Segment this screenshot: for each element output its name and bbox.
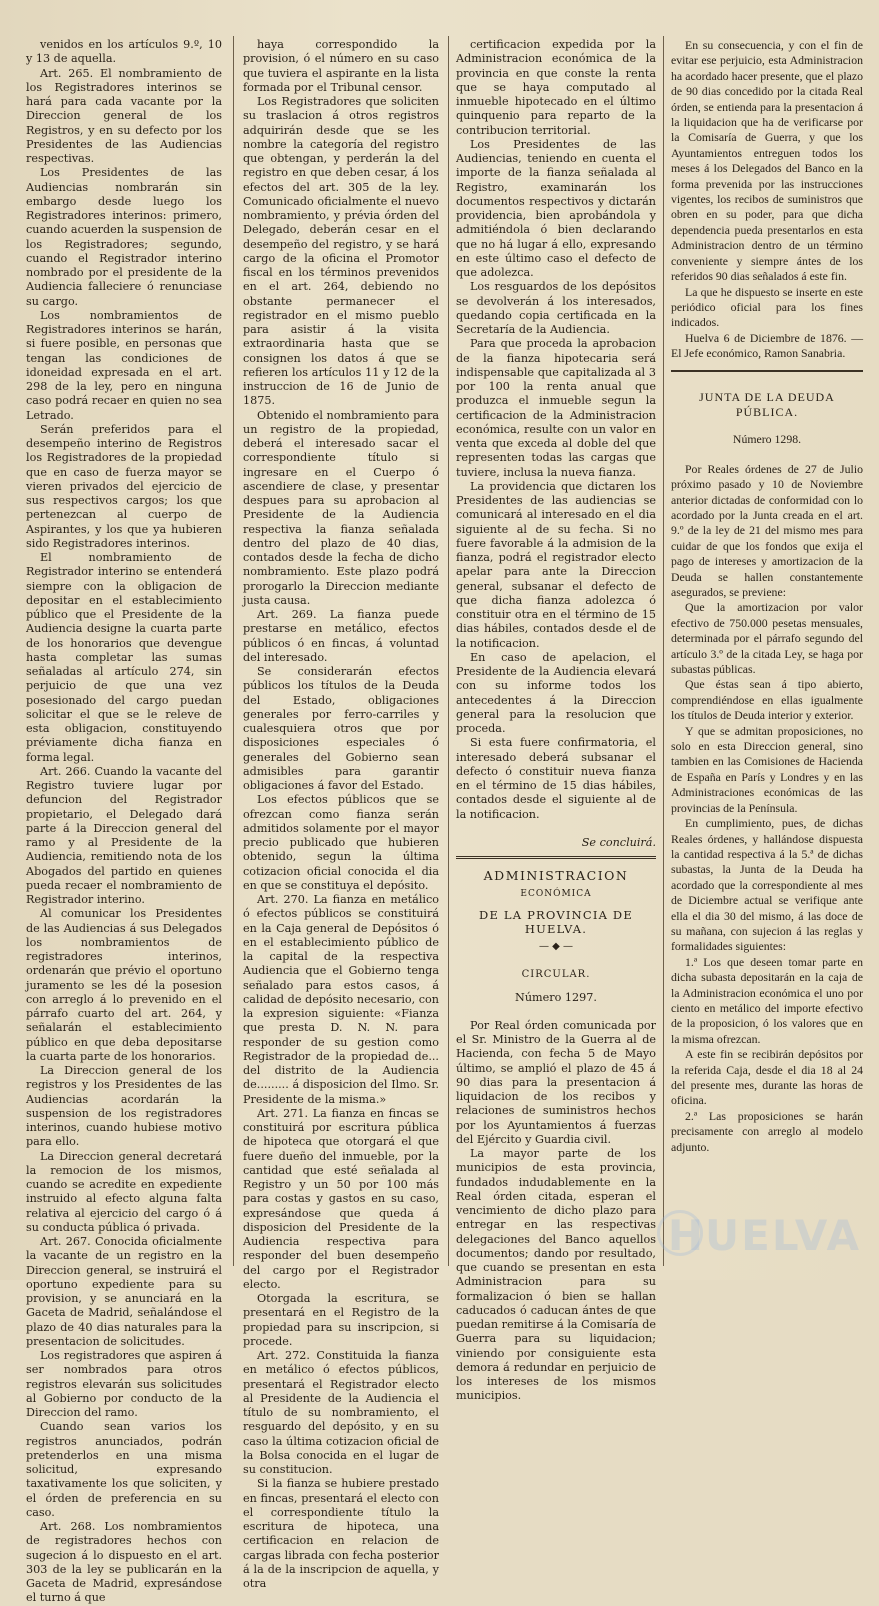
- notice-number: Número 1298.: [732, 432, 802, 447]
- paragraph: En cumplimiento, pues, de dichas Reales órdenes, y hallándose dispuesta la cantidad respectiva á la 5.ª de dichas subastas, la Junta de la Deuda ha acordado que la correspondiente al mes de Diciembre actual se verifique ante ella el dia 30 del mismo, á las doce de su mañana, con sujecion á las reglas y formalidades siguientes:: [671, 816, 863, 954]
- section-rule: [671, 370, 863, 372]
- to-be-concluded-note: Se concluirá.: [581, 835, 656, 849]
- column-3: [456, 38, 656, 1403]
- paragraph: Art. 270. La fianza en metálico ó efectos públicos se constituirá en la Caja general de Depósitos ó en el establecimiento público de la capital de la respectiva Audiencia que el Gobierno tenga señalado para estos casos, á calidad de depósito necesario, con la expresion siguiente: «Fianza que presta D. N. N. para responder de su gestion como Registrador de la propiedad de... del distrito de la Audiencia de......... á disposicion del Ilmo. Sr. Presidente de la misma.»: [243, 893, 439, 1106]
- paragraph: La mayor parte de los municipios de esta provincia, fundados indudablemente en la Real órden citada, esperan el vencimiento de dicho plazo para entregar en las respectivas delegaciones del Banco aquellos documentos; dando por resultado, que cuando se presentan en esta Administracion para su formalizacion ó bien se hallan caducados ó caducan ántes de que puedan remitirse á la Comisaría de Guerra para su liquidacion; viniendo por consiguiente esta demora á redundar en perjuicio de los intereses de los mismos municipios.: [456, 1147, 656, 1403]
- paragraph: 1.ª Los que deseen tomar parte en dicha subasta depositarán en la caja de la Administracion económica el uno por ciento en metálico del importe efectivo de la proposicion, ó los valores que en la misma ofrezcan.: [671, 954, 863, 1046]
- paragraph: Otorgada la escritura, se presentará en el Registro de la propiedad para su inscripcion, si procede.: [243, 1292, 439, 1348]
- paragraph: Por Real órden comunicada por el Sr. Ministro de la Guerra al de Hacienda, con fecha 5 de Mayo último, se amplió el plazo de 45 á 90 dias para la presentacion á liquidacion de los recibos y relaciones de suministros hechos por los Ayuntamientos á fuerzas del Ejército y Guardia civil.: [456, 1018, 656, 1146]
- paragraph: Obtenido el nombramiento para un registro de la propiedad, deberá el interesado sacar el correspondiente título si ingresare en el Cuerpo ó ascendiere de clase, y presentar despues para su aprobacion al Presidente de la Audiencia respectiva la fianza señalada dentro del plazo de 40 dias, contados desde la fecha de dicho nombramiento. Este plazo podrá prorogarlo la Direccion mediante justa causa.: [243, 408, 439, 607]
- paragraph: Art. 266. Cuando la vacante del Registro tuviere lugar por defuncion del Registrador propietario, el Delegado dará parte á la Direccion general del ramo y al Presidente de la Audiencia, remitiendo nota de los Abogados del partido en quienes pueda recaer el nombramiento de Registrador interino.: [26, 764, 222, 906]
- paragraph: Por Reales órdenes de 27 de Julio próximo pasado y 10 de Noviembre anterior dictadas de conformidad con lo acordado por la Junta creada en el art. 9.º de la ley de 21 del mismo mes para cuidar de que los fondos que exija el pago de intereses y amortizacion de la Deuda se hallen constantemente asegurados, se previene:: [671, 461, 863, 599]
- column-2: [243, 38, 439, 1590]
- paragraph: Los registradores que aspiren á ser nombrados para otros registros elevarán sus solicitudes al Gobierno por conducto de la Direccion del ramo.: [26, 1349, 222, 1419]
- paragraph: Que la amortizacion por valor efectivo de 750.000 pesetas mensuales, determinada por el párrafo segundo del artículo 3.º de la citada Ley, se haga por subastas públicas.: [671, 600, 863, 677]
- paragraph: En caso de apelacion, el Presidente de la Audiencia elevará con su informe todos los antecedentes á la Direccion general para la resolucion que proceda.: [456, 650, 656, 735]
- paragraph: En su consecuencia, y con el fin de evitar ese perjuicio, esta Administracion ha acordado hacer presente, que el plazo de 90 dias concedido por la citada Real órden, se entienda para la presentacion á la liquidacion que ha de verificarse por la Comisaría de Guerra, y que los Ayuntamientos entreguen todos los meses á los Delegados del Banco en la forma prevenida por las instrucciones vigentes, los recibos de suministros que obren en su poder, para que dicha dependencia pueda presentarlos en esta Administracion dentro de un término conveniente y siempre ántes de los referidos 90 dias señalados á este fin.: [671, 38, 863, 284]
- paragraph: Si la fianza se hubiere prestado en fincas, presentará el electo con el correspondiente título la escritura de hipoteca, una certificacion en relacion de cargas librada con fecha posterior á la de la inscripcion de aquella, y otra: [243, 1477, 439, 1590]
- column-divider: [663, 36, 664, 1266]
- column-4: [671, 38, 863, 1260]
- paragraph: Los nombramientos de Registradores interinos se harán, si fuere posible, en personas que tengan las condiciones de idoneidad expresada en el art. 298 de la ley, pero en ninguna caso podrá recaer en quien no sea Letrado.: [26, 308, 222, 422]
- paragraph: Art. 269. La fianza puede prestarse en metálico, efectos públicos ó en fincas, á voluntad del interesado.: [243, 608, 439, 664]
- paragraph: haya correspondido la provision, ó el número en su caso que tuviera el aspirante en la lista formada por el Tribunal censor.: [243, 38, 439, 94]
- circular-label: CIRCULAR.: [521, 969, 591, 981]
- paragraph: La Direccion general de los registros y los Presidentes de las Audiencias acordarán la suspension de los registradores interinos, cuando hubiese motivo para ello.: [26, 1064, 222, 1149]
- paragraph: Art. 272. Constituida la fianza en metálico ó efectos públicos, presentará el Registrador electo al Presidente de la Audiencia el título de su nombramiento, el resguardo del depósito, y en su caso la última cotizacion oficial de la Bolsa conocida en el lugar de su constitucion.: [243, 1349, 439, 1476]
- paragraph: Se considerarán efectos públicos los títulos de la Deuda del Estado, obligaciones generales por ferro-carriles y cualesquiera otros que por disposiciones especiales ó generales del Gobierno sean admisibles para garantir obligaciones á favor del Estado.: [243, 665, 439, 792]
- paragraph: Art. 268. Los nombramientos de registradores hechos con sugecion á lo dispuesto en el art. 303 de la ley se publicarán en la Gaceta de Madrid, expresándose el turno á que: [26, 1520, 222, 1605]
- paragraph: Serán preferidos para el desempeño interino de Registros los Registradores de la propiedad que en caso de fuerza mayor se vieren privados del ejercicio de sus respectivos cargos; los que pertenezcan al cuerpo de Aspirantes, y los que ya hubieren sido Registradores interinos.: [26, 422, 222, 550]
- column-divider: [233, 36, 234, 1266]
- paragraph: El nombramiento de Registrador interino se entenderá siempre con la obligacion de depositar en el establecimiento público que el Presidente de la Audiencia designe la cuarta parte de los honorarios que devengue hasta completar las sumas señaladas al artículo 274, sin perjuicio de que una vez posesionado del cargo puedan solicitar el que se le releve de esta obligacion, constituyendo préviamente dicha fianza en forma legal.: [26, 551, 222, 764]
- paragraph: Los Registradores que soliciten su traslacion á otros registros adquirirán desde que se les nombre la categoría del registro que obtengan, y perderán la del registro en que deben cesar, á los efectos del art. 305 de la ley. Comunicado oficialmente el nuevo nombramiento, y prévia órden del Delegado, deberán cesar en el desempeño del registro, y se hará cargo de la oficina el Promotor fiscal en los términos prevenidos en el art. 264, debiendo no obstante permanecer el registrador en el mismo pueblo para asistir á la visita extraordinaria hasta que se consignen los datos á que se refieren los artículos 11 y 12 de la instruccion de 16 de Junio de 1875.: [243, 95, 439, 408]
- paragraph: Y que se admitan proposiciones, no solo en esta Direccion general, sino tambien en las Comisiones de Hacienda de España en París y Londres y en las Administraciones económicas de las provincias de la Península.: [671, 723, 863, 815]
- paragraph: certificacion expedida por la Administracion económica de la provincia en que conste la renta que se haya computado al inmueble hipotecado en el último quinquenio para reparto de la contribucion territorial.: [456, 38, 656, 137]
- paragraph: La Direccion general decretará la remocion de los mismos, cuando se acredite en expediente instruido al efecto alguna falta relativa al ejercicio del cargo ó á su conducta pública ó privada.: [26, 1149, 222, 1234]
- column-1: [26, 38, 222, 1605]
- paragraph: Los efectos públicos que se ofrezcan como fianza serán admitidos solamente por el mayor precio publicado que hubieren obtenido, segun la última cotizacion oficial conocida el dia en que se constituya el depósito.: [243, 793, 439, 892]
- paragraph: Art. 267. Conocida oficialmente la vacante de un registro en la Direccion general, se instruirá el oportuno expediente para su provision, y se anunciará en la Gaceta de Madrid, señalándose el plazo de 40 dias naturales para la presentacion de solicitudes.: [26, 1235, 222, 1348]
- paragraph: Art. 271. La fianza en fincas se constituirá por escritura pública de hipoteca que otorgará el que fuere dueño del inmueble, por la cantidad que esté señalada al Registro y un 50 por 100 más para costas y gastos en su caso, expresándose que queda á disposicion del Presidente de la Audiencia respectiva para responder del buen desempeño del cargo por el Registrador electo.: [243, 1106, 439, 1291]
- paragraph: Para que proceda la aprobacion de la fianza hipotecaria será indispensable que capitalizada al 3 por 100 la renta anual que produzca el inmueble segun la certificacion de la Administracion económica, resulte con un valor en venta que exceda al doble del que representen todas las cargas que tuviere, inclusa la nueva fianza.: [456, 337, 656, 479]
- section-province: DE LA PROVINCIA DE HUELVA.: [479, 907, 633, 936]
- signature-line: Huelva 6 de Diciembre de 1876. —El Jefe económico, Ramon Sanabria.: [671, 330, 863, 361]
- paragraph: Si esta fuere confirmatoria, el interesado deberá subsanar el defecto ó constituir nueva fianza en el término de 15 dias hábiles, contados desde el siguiente al de la notificacion.: [456, 736, 656, 821]
- column-divider: [448, 36, 449, 1266]
- watermark: HUELVA: [667, 1211, 861, 1260]
- paragraph: 2.ª Las proposiciones se harán precisamente con arreglo al modelo adjunto.: [671, 1108, 863, 1154]
- paragraph: A este fin se recibirán depósitos por la referida Caja, desde el dia 18 al 24 del presente mes, durante las horas de oficina.: [671, 1047, 863, 1108]
- ornament-divider: — ◆ —: [538, 941, 574, 952]
- section-subheading: ECONÓMICA: [520, 889, 592, 900]
- paragraph: Que éstas sean á tipo abierto, comprendiéndose en ellas igualmente los títulos de Deuda interior y exterior.: [671, 677, 863, 723]
- section-heading: ADMINISTRACION: [483, 868, 629, 883]
- paragraph: Los resguardos de los depósitos se devolverán á los interesados, quedando copia certificada en la Secretaría de la Audiencia.: [456, 280, 656, 336]
- paragraph: Los Presidentes de las Audiencias, teniendo en cuenta el importe de la fianza señalada al Registro, examinarán los documentos respectivos y dictarán providencia, bien aprobándola y admitiéndola ó bien declarando que no há lugar á ello, expresando en este último caso el defecto de que adolezca.: [456, 137, 656, 279]
- paragraph: La que he dispuesto se inserte en este periódico oficial para los fines indicados.: [671, 284, 863, 330]
- paragraph: La providencia que dictaren los Presidentes de las audiencias se comunicará al interesado en el dia siguiente al de su fecha. Si no fuere favorable á la admision de la fianza, podrá el registrador electo apelar para ante la Direccion general, subsanar el defecto de que dicha fianza adolezca ó constituir otra en el término de 15 dias hábiles, contados desde el de la notificacion.: [456, 479, 656, 650]
- paragraph: Los Presidentes de las Audiencias nombrarán sin embargo desde luego los Registradores interinos: primero, cuando acuerden la suspension de los Registradores; segundo, cuando el Registrador interino nombrado por el presidente de la Audiencia falleciere ó renunciase su cargo.: [26, 166, 222, 308]
- paragraph: Cuando sean varios los registros anunciados, podrán pretenderlos en una misma solicitud, expresando taxativamente los que soliciten, y el órden de preferencia en su caso.: [26, 1420, 222, 1519]
- paragraph: venidos en los artículos 9.º, 10 y 13 de aquella.: [26, 38, 222, 66]
- circular-number: Número 1297.: [515, 990, 597, 1004]
- section-heading: JUNTA DE LA DEUDA PÚBLICA.: [699, 389, 835, 419]
- paragraph: Art. 265. El nombramiento de los Registradores interinos se hará para cada vacante por la Direccion general de los Registros, y en su defecto por los Presidentes de las Audiencias respectivas.: [26, 66, 222, 165]
- section-rule: [456, 856, 656, 859]
- paragraph: Al comunicar los Presidentes de las Audiencias á sus Delegados los nombramientos de registradores interinos, ordenarán que prévio el oportuno juramento se les dé la posesion con arreglo á lo prevenido en el párrafo cuarto del art. 264, y señalarán el establecimiento público en que deba depositarse la cuarta parte de los honorarios.: [26, 907, 222, 1063]
